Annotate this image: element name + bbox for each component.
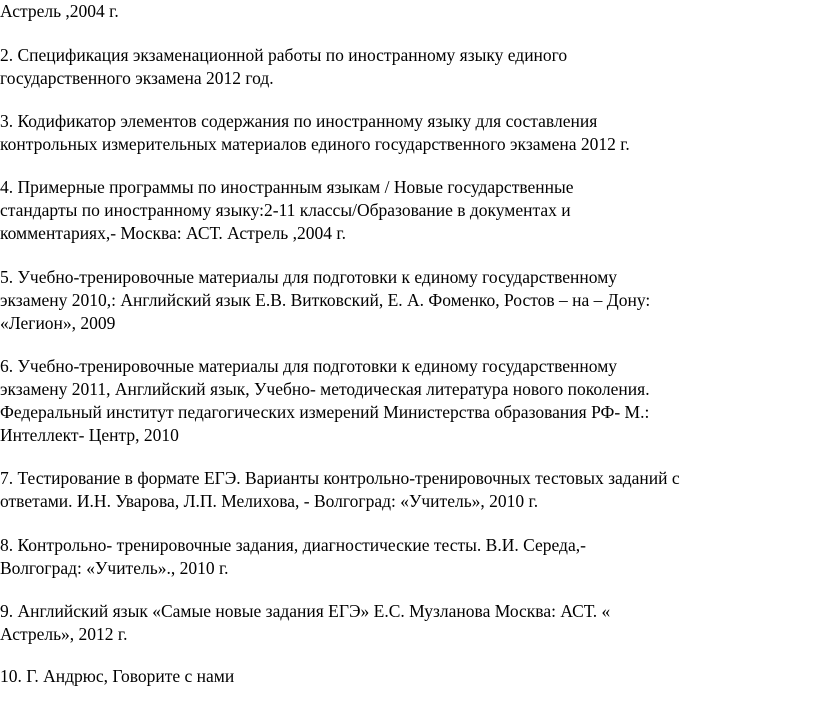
reference-line: Астрель ,2004 г. <box>0 1 119 21</box>
reference-line: стандарты по иностранному языку:2-11 классы/Образование в документах и <box>0 200 571 220</box>
reference-line: контрольных измерительных материалов единого государственного экзамена 2012 г. <box>0 134 630 154</box>
reference-item-2 <box>0 44 812 90</box>
reference-item-5 <box>0 266 812 335</box>
reference-item-10 <box>0 665 812 688</box>
reference-line: 4. Примерные программы по иностранным языкам / Новые государственные <box>0 177 574 197</box>
reference-line: 3. Кодификатор элементов содержания по иностранному языку для составления <box>0 111 598 131</box>
reference-line: 9. Английский язык «Самые новые задания ЕГЭ» Е.С. Музланова Москва: АСТ. « <box>0 601 611 621</box>
reference-item-3 <box>0 110 812 156</box>
reference-line: ответами. И.Н. Уварова, Л.П. Мелихова, - Волгоград: «Учитель», 2010 г. <box>0 491 539 511</box>
reference-continuation <box>0 0 812 23</box>
reference-line: государственного экзамена 2012 год. <box>0 68 274 88</box>
reference-item-7 <box>0 467 812 513</box>
reference-item-4 <box>0 176 812 245</box>
reference-line: Федеральный институт педагогических измерений Министерства образования РФ- М.: <box>0 402 650 422</box>
reference-line: 2. Спецификация экзаменационной работы по иностранному языку единого <box>0 45 568 65</box>
reference-item-6 <box>0 355 812 447</box>
reference-line: Волгоград: «Учитель»., 2010 г. <box>0 558 229 578</box>
reference-item-9 <box>0 600 812 646</box>
reference-line: экзамену 2011, Английский язык, Учебно- методическая литература нового поколения. <box>0 379 650 399</box>
reference-line: экзамену 2010,: Английский язык Е.В. Витковский, Е. А. Фоменко, Ростов – на – Дону: <box>0 290 651 310</box>
reference-line: 7. Тестирование в формате ЕГЭ. Варианты контрольно-тренировочных тестовых заданий с <box>0 468 680 488</box>
reference-item-8 <box>0 534 812 580</box>
reference-line: 8. Контрольно- тренировочные задания, диагностические тесты. В.И. Середа,- <box>0 535 586 555</box>
reference-line: 10. Г. Андрюс, Говорите с нами <box>0 666 235 686</box>
reference-line: Интеллект- Центр, 2010 <box>0 425 179 445</box>
reference-line: Астрель», 2012 г. <box>0 624 128 644</box>
reference-line: «Легион», 2009 <box>0 313 116 333</box>
reference-line: 6. Учебно-тренировочные материалы для подготовки к единому государственному <box>0 356 618 376</box>
reference-line: комментариях,- Москва: АСТ. Астрель ,2004 г. <box>0 223 346 243</box>
reference-line: 5. Учебно-тренировочные материалы для подготовки к единому государственному <box>0 267 618 287</box>
